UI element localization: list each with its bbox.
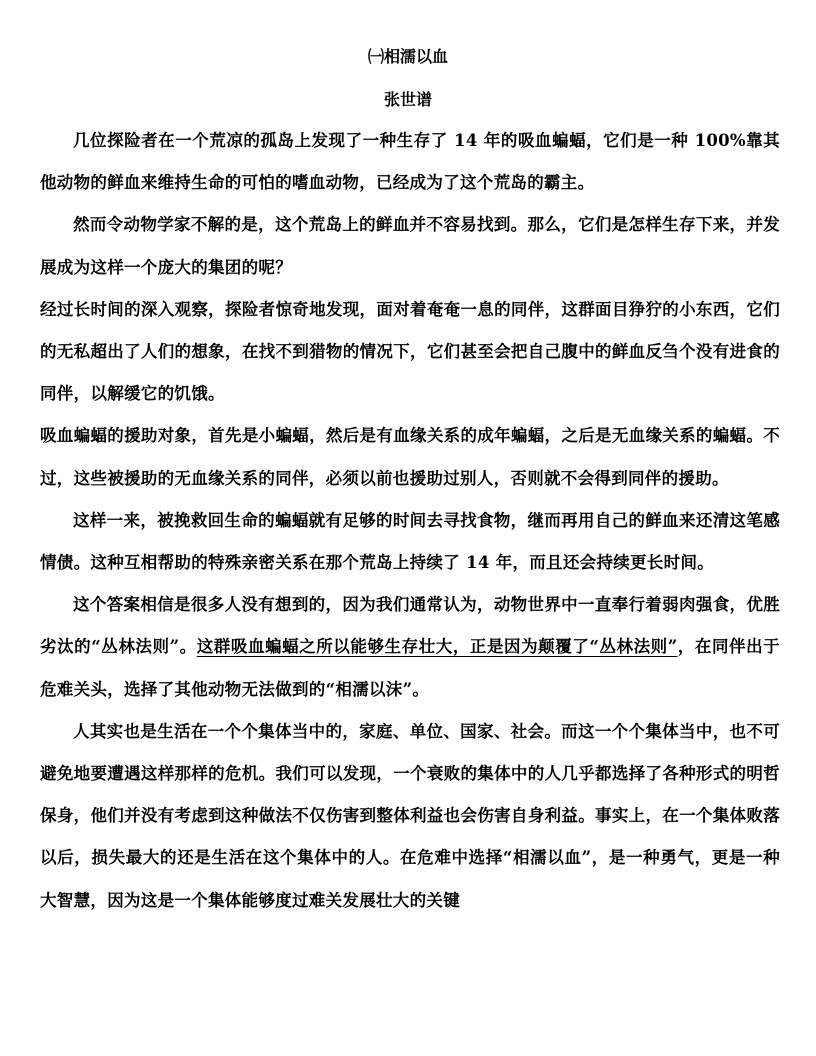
paragraph-6 <box>40 584 780 711</box>
paragraph-2: 然而令动物学家不解的是，这个荒岛上的鲜血并不容易找到。那么，它们是怎样生存下来，并发展成为这样一个庞大的集团的呢？ <box>40 215 780 277</box>
article-body <box>40 120 780 922</box>
article-author: 张世谱 <box>383 90 432 109</box>
paragraph-5: 这样一来，被挽救回生命的蝙蝠就有足够的时间去寻找食物，继而再用自己的鲜血来还清这笔感情债。这种互相帮助的特殊亲密关系在那个荒岛上持续了 14 年，而且还会持续更长时间。 <box>40 510 780 573</box>
paragraph-6-lead: 这个答案相信是很多人没有想到的，因为我们通常认为，动物世界中一直奉行着弱肉强食，优胜劣汰的“丛林法则”。 <box>40 595 780 657</box>
paragraph-1: 几位探险者在一个荒凉的孤岛上发现了一种生存了 14 年的吸血蝙蝠，它们是一种 100%靠其他动物的鲜血来维持生命的可怕的嗜血动物，已经成为了这个荒岛的霸主。 <box>40 131 780 193</box>
underlined-sentence: 这群吸血蝙蝠之所以能够生存壮大，正是因为颠覆了“丛林法则” <box>196 637 678 657</box>
paragraph-4: 吸血蝙蝠的援助对象，首先是小蝙蝠，然后是有血缘关系的成年蝙蝠，之后是无血缘关系的蝙蝠。不过，这些被援助的无血缘关系的同伴，必须以前也援助过别人，否则就不会得到同伴的援助。 <box>40 426 780 488</box>
paragraph-7: 人其实也是生活在一个个集体当中的，家庭、单位、国家、社会。而这一个个集体当中，也不可避免地要遭遇这样那样的危机。我们可以发现，一个衰败的集体中的人几乎都选择了各种形式的明哲保身，他们并没有考虑到这种做法不仅伤害到整体利益也会伤害自身利益。事实上，在一个集体败落以后，损失最大的还是生活在这个集体中的人。在危难中选择“相濡以血”，是一种勇气，更是一种大智慧，因为这是一个集体能够度过难关发展壮大的关键 <box>40 721 780 910</box>
paragraph-3: 经过长时间的深入观察，探险者惊奇地发现，面对着奄奄一息的同伴，这群面目狰狞的小东西，它们的无私超出了人们的想象，在找不到猎物的情况下，它们甚至会把自己腹中的鲜血反刍个没有进食的同伴，以解缓它的饥饿。 <box>40 299 780 404</box>
article-title: ㈠相濡以血 <box>367 47 448 66</box>
paragraph-6-tail: ，在同伴出于危难关头，选择了其他动物无法做到的“相濡以沫”。 <box>40 637 780 699</box>
